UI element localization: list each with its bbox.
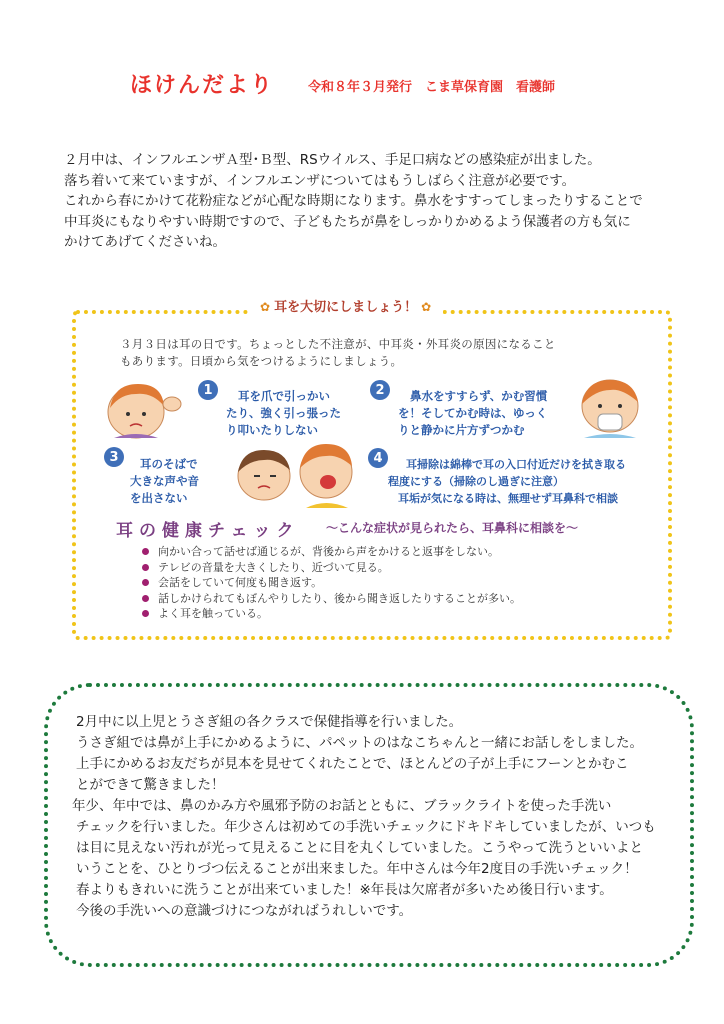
tip-number-badge: 3	[104, 447, 124, 467]
flower-icon: ✿	[421, 300, 432, 314]
report-line: 上手にかめるお友だちが見本を見せてくれたことで、ほとんどの子が上手にフーンとかむこ	[76, 756, 629, 772]
tip-line: たり、強く引っ張った	[226, 406, 341, 420]
intro-line: 中耳炎にもなりやすい時期ですので、子どもたちが鼻をしっかりかめるよう保護者の方も気に	[64, 213, 631, 230]
tip-line: を！そしてかむ時は、ゆっく	[398, 406, 548, 420]
ear-section-heading	[248, 296, 443, 315]
tip-item	[130, 456, 199, 507]
report-line: 年少、年中では、鼻のかみ方や風邪予防のお話とともに、ブラックライトを使った手洗い	[72, 798, 612, 814]
tip-line: 鼻水をすすらず、かむ習慣	[410, 389, 548, 403]
report-line: 春よりもきれいに洗うことが出来ていました！※年長は欠席者が多いため後日行います。	[76, 882, 613, 898]
report-text	[72, 712, 676, 922]
tip-line: 耳を爪で引っかい	[238, 389, 330, 403]
child-scratching-ear-illustration	[96, 378, 186, 440]
children-shouting-illustration	[228, 442, 368, 510]
ear-heading-text: 耳を大切にしましょう！	[274, 300, 418, 315]
tip-line: りと静かに片方ずつかむ	[398, 423, 525, 437]
list-item: 話しかけられてもぼんやりしたり、後から聞き返したりすることが多い。	[140, 591, 521, 607]
tip-line: 耳垢が気になる時は、無理せず耳鼻科で相談	[398, 492, 618, 505]
intro-line: 落ち着いて来ていますが、インフルエンザについてはもうしばらく注意が必要です。	[64, 172, 576, 189]
tip-number-badge: 4	[368, 448, 388, 468]
tip-line: 大きな声や音	[130, 474, 199, 488]
report-line: チェックを行いました。年少さんは初めての手洗いチェックにドキドキしていましたが、いつも	[76, 819, 656, 835]
report-line: 今後の手洗いへの意識づけにつながればうれしいです。	[76, 903, 413, 919]
tip-number-badge: 1	[198, 380, 218, 400]
list-item: 向かい合って話せば通じるが、背後から声をかけると返事をしない。	[140, 544, 521, 560]
intro-text	[64, 150, 674, 253]
flower-icon: ✿	[260, 300, 271, 314]
report-line: は目に見えない汚れが光って見えることに目を丸くしていました。こうやって洗うといいよと	[76, 840, 643, 856]
report-line: 2月中に以上児とうさぎ組の各クラスで保健指導を行いました。	[76, 714, 463, 730]
tip-number-badge: 2	[370, 380, 390, 400]
report-line: うさぎ組では鼻が上手にかめるように、パペットのはなこちゃんと一緒にお話しをしました。	[76, 735, 643, 751]
tip-line: 耳掃除は綿棒で耳の入口付近だけを拭き取る	[406, 458, 626, 471]
page-title: ほけんだより	[130, 73, 275, 98]
health-check-subtitle: ～こんな症状が見られたら、耳鼻科に相談を～	[326, 521, 579, 535]
ear-intro-line: ３月３日は耳の日です。ちょっとした不注意が、中耳炎・外耳炎の原因になること	[120, 337, 556, 351]
tip-line: を出さない	[130, 491, 188, 505]
tip-line: 程度にする（掃除のし過ぎに注意）	[388, 475, 564, 488]
ear-intro-line: もあります。日頃から気をつけるようにしましょう。	[120, 354, 403, 368]
report-line: いうことを、ひとりづつ伝えることが出来ました。年中さんは今年2度目の手洗いチェック！	[76, 861, 638, 877]
list-item: よく耳を触っている。	[140, 606, 521, 622]
health-check-list	[140, 544, 521, 622]
tip-line: り叩いたりしない	[226, 423, 318, 437]
ear-intro-text	[120, 336, 620, 370]
child-blowing-nose-illustration	[570, 376, 648, 440]
list-item: 会話をしていて何度も聞き返す。	[140, 575, 521, 591]
intro-line: ２月中は、インフルエンザＡ型･Ｂ型、RSウイルス、手足口病などの感染症が出ました。	[64, 152, 601, 168]
intro-line: これから春にかけて花粉症などが心配な時期になります。鼻水をすすってしまったりすることで	[64, 193, 643, 209]
tip-item	[398, 388, 547, 439]
tip-line: 耳のそばで	[140, 457, 198, 471]
health-check-title: 耳の健康チェック	[116, 521, 300, 541]
report-line: とができて驚きました！	[76, 777, 225, 793]
list-item: テレビの音量を大きくしたり、近づいて見る。	[140, 560, 521, 576]
intro-line: かけてあげてくださいね。	[64, 234, 226, 250]
tip-item	[226, 388, 341, 439]
page-subtitle: 令和８年３月発行 こま草保育園 看護師	[308, 80, 556, 95]
tip-item	[388, 456, 626, 507]
